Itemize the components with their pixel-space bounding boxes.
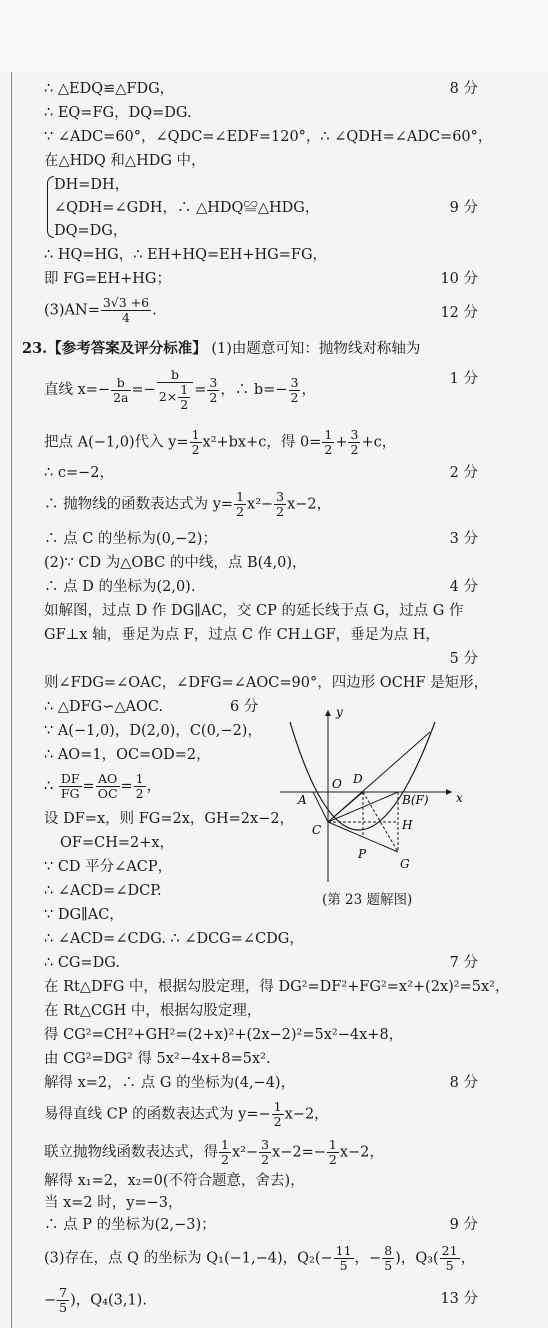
- label-x: x: [456, 791, 463, 805]
- denominator: 2: [276, 504, 285, 519]
- answer-tag: 【参考答案及评分标准】: [47, 340, 207, 357]
- label-G: G: [400, 857, 410, 871]
- solution-line: [44, 428, 396, 457]
- denominator: 2: [350, 442, 359, 457]
- solution-line: GF⊥x 轴，垂足为点 F，过点 C 作 CH⊥GF，垂足为点 H，: [44, 627, 440, 643]
- numerator: 3: [290, 374, 299, 390]
- fraction: [289, 376, 301, 405]
- fraction: [190, 428, 202, 457]
- text-run: ，−: [354, 1250, 382, 1267]
- solution-line: [44, 1244, 475, 1273]
- score-mark: 12 分: [440, 305, 478, 321]
- page-top-margin: [0, 0, 548, 72]
- score-mark: 5 分: [449, 651, 478, 667]
- fraction: [272, 1100, 284, 1129]
- denominator: [157, 383, 193, 412]
- score-mark: 2 分: [449, 465, 478, 481]
- text-run: 易得直线 CP 的函数表达式为 y=−: [44, 1106, 271, 1123]
- label-C: C: [312, 823, 322, 837]
- numerator: 1: [221, 1137, 229, 1152]
- score-mark: 7 分: [449, 955, 478, 971]
- solution-line: ∴ ∠ACD=∠CDG. ∴ ∠DCG=∠CDG，: [44, 931, 304, 947]
- denominator: FG: [60, 786, 80, 801]
- text-run: =−: [131, 382, 156, 398]
- proof-line: 在△HDQ 和△HDG 中，: [44, 153, 206, 169]
- proof-line: ∵ ∠ADC=60°，∠QDC=∠EDF=120°，∴ ∠QDH=∠ADC=60°，: [44, 129, 493, 145]
- text-run: −: [44, 1292, 57, 1309]
- proof-line: ∴ △EDQ≌△FDG，: [44, 81, 175, 97]
- line-C-top: [328, 732, 430, 822]
- text-run: ∴: [44, 778, 58, 795]
- text-run: (1)由题意可知：抛物线对称轴为: [211, 341, 421, 357]
- denominator: 2: [209, 389, 218, 405]
- numerator: DF: [60, 771, 80, 786]
- solution-line: ∵ DG∥AC，: [44, 907, 124, 923]
- score-mark: 13 分: [440, 1291, 478, 1307]
- text-run: .: [152, 302, 157, 319]
- numerator: 3: [209, 374, 218, 390]
- fraction: [348, 428, 360, 457]
- numerator: 3: [350, 427, 359, 442]
- fraction: [382, 1244, 394, 1273]
- denominator: OC: [97, 786, 118, 801]
- solution-line: 解得 x=2，∴ 点 G 的坐标为(4,−4)，: [44, 1075, 296, 1091]
- score-mark: 8 分: [449, 81, 478, 97]
- score-mark: 4 分: [449, 579, 478, 595]
- text-run: x−2，: [284, 1106, 329, 1123]
- denominator: 5: [384, 1258, 393, 1273]
- system-brace: [47, 176, 54, 238]
- score-mark: 10 分: [440, 271, 478, 287]
- solution-line: 则∠FDG=∠OAC，∠DFG=∠AOC=90°，四边形 OCHF 是矩形，: [44, 675, 489, 691]
- solution-line: ∵ CD 平分∠ACP，: [44, 859, 173, 875]
- numerator: 1: [236, 489, 245, 504]
- label-D: D: [353, 772, 363, 786]
- text-run: 2×: [158, 389, 178, 404]
- denominator: 5: [339, 1258, 348, 1273]
- text-run: x²−: [247, 496, 274, 513]
- numerator: 11: [335, 1243, 352, 1258]
- text-run: ，: [460, 1250, 476, 1267]
- solution-line: OF=CH=2+x，: [60, 835, 175, 851]
- numerator: 1: [273, 1099, 282, 1114]
- denominator: 5: [445, 1258, 454, 1273]
- solution-line: ∴ △DFG∽△AOC.: [44, 699, 164, 715]
- score-mark: 3 分: [449, 531, 478, 547]
- text-run: x²−: [231, 1144, 259, 1161]
- fraction: [101, 296, 151, 325]
- geometry-figure: [280, 702, 480, 886]
- solution-line: ∴ AO=1，OC=OD=2，: [44, 747, 211, 763]
- denominator: 2: [180, 397, 189, 412]
- text-run: +: [335, 434, 348, 451]
- text-run: 联立抛物线函数表达式，得: [44, 1144, 218, 1161]
- proof-line: 即 FG=EH+HG；: [44, 271, 172, 287]
- numerator: 3√3 +6: [102, 295, 150, 310]
- solution-line: [44, 772, 161, 801]
- text-run: ，∴ b=−: [220, 382, 288, 398]
- solution-line: 由 CG²=DG² 得 5x²−4x+8=5x².: [44, 1051, 271, 1067]
- denominator: 2: [135, 786, 144, 801]
- fraction: [96, 772, 120, 801]
- numerator: 1: [328, 1137, 337, 1152]
- label-BF: B(F): [402, 793, 429, 807]
- numerator: 1: [324, 427, 333, 442]
- proof-line: DQ=DG，: [54, 223, 128, 239]
- solution-line: 如解图，过点 D 作 DG∥AC，交 CP 的延长线于点 G，过点 G 作: [44, 603, 464, 619]
- proof-line: ∴ EQ=FG，DQ=DG.: [44, 105, 192, 121]
- fraction: [207, 376, 219, 405]
- denominator: 2: [290, 389, 299, 405]
- text-run: 把点 A(−1,0)代入 y=: [44, 434, 189, 451]
- text-run: =: [120, 778, 133, 795]
- fraction: [178, 383, 190, 412]
- text-run: =: [82, 778, 95, 795]
- numerator: 1: [191, 427, 200, 442]
- numerator: 8: [384, 1243, 393, 1258]
- fraction: [440, 1244, 460, 1273]
- numerator: b: [157, 368, 193, 383]
- margin-rule: [11, 72, 12, 1328]
- solution-line: 解得 x₁=2，x₂=0(不符合题意，舍去)，: [44, 1173, 305, 1189]
- solution-line: (2)∵ CD 为△OBC 的中线，点 B(4,0)，: [44, 555, 307, 571]
- text-run: 直线 x=−: [44, 382, 111, 398]
- text-run: (3)存在，点 Q 的坐标为 Q₁(−1,−4)，Q₂(−: [44, 1250, 333, 1267]
- denominator: 2: [324, 442, 333, 457]
- score-mark: 9 分: [449, 1217, 478, 1233]
- denominator: 2a: [113, 389, 129, 405]
- denominator: 2: [236, 504, 245, 519]
- denominator: 2: [273, 1114, 282, 1129]
- fraction: [134, 772, 146, 801]
- text-run: x²+bx+c，得 0=: [202, 434, 322, 451]
- text-run: x−2，: [287, 496, 332, 513]
- numerator: b: [111, 376, 130, 391]
- score-mark: 1 分: [449, 371, 478, 387]
- solution-line: 当 x=2 时，y=−3，: [44, 1195, 183, 1211]
- text-run: +c，: [361, 434, 397, 451]
- text-run: ，: [301, 382, 316, 398]
- denominator: 2: [191, 442, 200, 457]
- solution-line: ∴ c=−2，: [44, 465, 114, 481]
- question-header: [22, 340, 420, 358]
- solution-line: [44, 490, 331, 519]
- text-run: x−2=−: [272, 1144, 326, 1161]
- fraction: [274, 490, 286, 519]
- label-O: O: [332, 777, 342, 791]
- numerator: 3: [261, 1137, 270, 1152]
- label-A: A: [298, 793, 307, 807]
- score-mark: 9 分: [449, 200, 478, 216]
- denominator: 2: [221, 1152, 229, 1167]
- fraction: [57, 1286, 69, 1315]
- solution-line: [44, 368, 316, 412]
- numerator: 7: [59, 1285, 68, 1300]
- question-number: 23.: [22, 340, 48, 357]
- text-run: )，Q₃(: [395, 1250, 439, 1267]
- solution-line: [44, 1100, 329, 1129]
- numerator: AO: [96, 772, 120, 787]
- solution-line: [44, 1286, 147, 1315]
- numerator: 3: [276, 489, 285, 504]
- denominator: 4: [122, 310, 130, 325]
- fraction: [234, 490, 246, 519]
- denominator: 2: [328, 1152, 337, 1167]
- solution-line: 在 Rt△DFG 中，根据勾股定理，得 DG²=DF²+FG²=x²+(2x)²=5x²，: [44, 979, 510, 995]
- proof-line: ∠QDH=∠GDH，∴ △HDQ≌△HDG，: [54, 200, 320, 216]
- proof-line: DH=DH，: [54, 177, 130, 193]
- solution-line: ∴ 点 P 的坐标为(2,−3)；: [44, 1217, 216, 1233]
- text-run: =: [194, 382, 207, 398]
- label-y: y: [336, 705, 343, 719]
- score-mark: 8 分: [449, 1075, 478, 1091]
- numerator: 21: [441, 1243, 458, 1258]
- figure-caption: (第 23 题解图): [322, 892, 413, 908]
- solution-line: ∴ CG=DG.: [44, 955, 120, 971]
- solution-line: ∴ 点 D 的坐标为(2,0).: [44, 579, 196, 595]
- text-run: (3)AN=: [44, 302, 100, 319]
- label-P: P: [358, 847, 367, 861]
- text-run: )，Q₄(3,1).: [70, 1292, 147, 1309]
- fraction: [111, 376, 130, 405]
- fraction: [157, 368, 193, 412]
- fraction: [322, 428, 334, 457]
- fraction: [259, 1138, 271, 1167]
- denominator: 2: [261, 1152, 270, 1167]
- solution-line: ∴ 点 C 的坐标为(0,−2)；: [44, 531, 217, 547]
- fraction: [59, 772, 82, 801]
- numerator: 1: [135, 771, 144, 786]
- solution-line: ∴ ∠ACD=∠DCP.: [44, 883, 162, 899]
- solution-line: 在 Rt△CGH 中，根据勾股定理，: [44, 1003, 262, 1019]
- solution-line: ∵ A(−1,0)，D(2,0)，C(0,−2)，: [44, 723, 262, 739]
- numerator: 1: [180, 382, 189, 397]
- label-H: H: [402, 818, 413, 832]
- fraction: [327, 1138, 339, 1167]
- answer-line: [44, 296, 157, 325]
- proof-line: ∴ HQ=HG，∴ EH+HQ=EH+HG=FG，: [44, 247, 328, 263]
- fraction: [334, 1244, 354, 1273]
- text-run: ，: [146, 778, 162, 795]
- score-mark: 6 分: [230, 699, 259, 715]
- text-run: ∴ 抛物线的函数表达式为 y=: [44, 496, 234, 513]
- solution-line: [44, 1138, 384, 1167]
- solution-line: 得 CG²=CH²+GH²=(2+x)²+(2x−2)²=5x²−4x+8，: [44, 1027, 404, 1043]
- text-run: x−2，: [339, 1144, 384, 1161]
- denominator: 5: [59, 1300, 68, 1315]
- fraction: [219, 1138, 231, 1167]
- solution-line: 设 DF=x，则 FG=2x，GH=2x−2，: [44, 811, 295, 827]
